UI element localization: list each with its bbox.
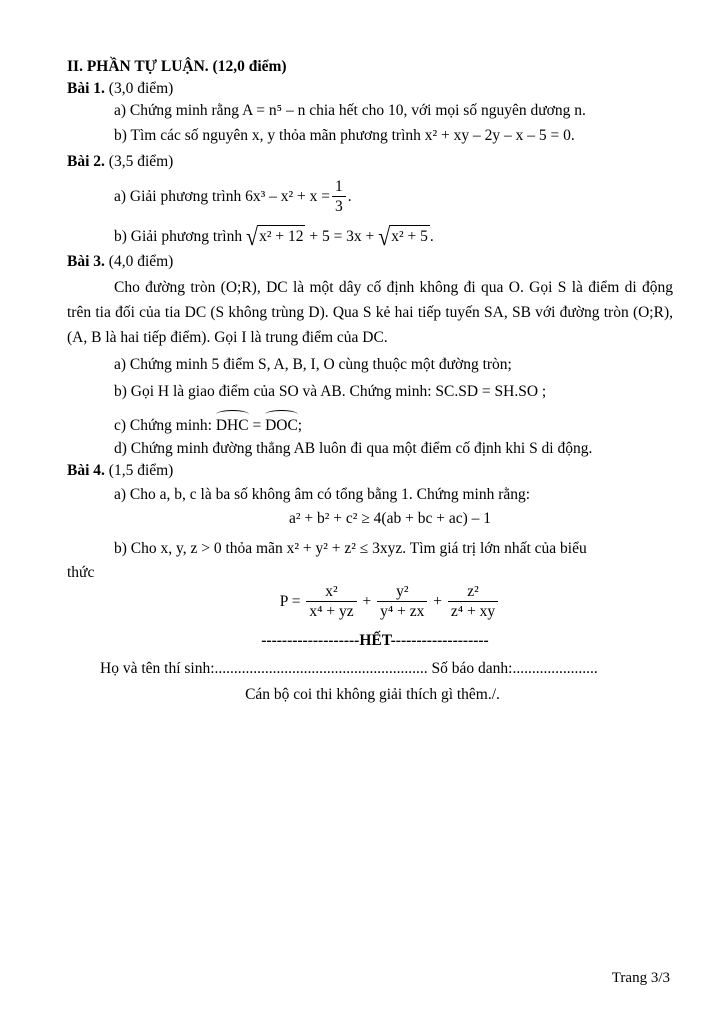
sqrt-2 (378, 222, 430, 252)
page-number: Trang 3/3 (611, 970, 670, 986)
bai3-b: b) Gọi H là giao điểm của SO và AB. Chứng minh: SC.SD = SH.SO ; (114, 383, 547, 400)
bai2-a-fraction (332, 178, 346, 216)
fraction-2-numerator: y² (396, 583, 409, 601)
bai4-p-expression (67, 580, 673, 624)
bai3-header (67, 251, 673, 273)
p-label: P = (279, 593, 301, 610)
end-mark: -------------------HẾT------------------- (261, 632, 489, 649)
bai2-points: (3,5 điểm) (108, 153, 174, 170)
bai3-a: a) Chứng minh 5 điểm S, A, B, I, O cùng thuộc một đường tròn; (114, 356, 512, 373)
sqrt-1 (245, 222, 305, 252)
fraction-3 (448, 583, 498, 621)
radical-sign-icon: √ (378, 222, 391, 252)
radicand-1: x² + 12 (258, 225, 305, 249)
bai4-a: a) Cho a, b, c là ba số không âm có tổng bằng 1. Chứng minh rằng: (114, 486, 531, 503)
bai1-b-equation: x² + xy – 2y – x – 5 = 0. (424, 127, 575, 144)
bai2-b-end: . (429, 228, 434, 245)
fraction-1-numerator: x² (325, 583, 338, 601)
fraction-2-denominator: y⁴ + zx (377, 601, 427, 621)
proctor-note: Cán bộ coi thi không giải thích gì thêm./. (245, 686, 500, 703)
bai4-header (67, 460, 673, 482)
candidate-info-line: Họ và tên thí sinh:....................................................... Số báo danh:...................... (100, 660, 598, 677)
arc-dhc: DHC (216, 410, 249, 438)
bai2-a-equation: 6x³ – x² + x = (245, 188, 331, 205)
bai2-b-middle: + 5 = 3x + (309, 228, 375, 245)
bai3-c-text: c) Chứng minh: (114, 417, 212, 434)
bai1-header (67, 78, 673, 100)
fraction-1-denominator: x⁴ + yz (306, 601, 356, 621)
fraction-numerator: 1 (335, 178, 343, 196)
bai1-points: (3,0 điểm) (108, 80, 174, 97)
bai4-a-inequality: a² + b² + c² ≥ 4(ab + bc + ac) – 1 (288, 510, 491, 527)
fraction-1 (306, 583, 356, 621)
document-body (67, 56, 673, 706)
bai1-b (67, 125, 673, 147)
bai1-b-text: b) Tìm các số nguyên x, y thỏa mãn phương trình (114, 127, 421, 144)
bai3-d: d) Chứng minh đường thẳng AB luôn đi qua một điểm cố định khi S di động. (114, 440, 593, 457)
bai1-label: Bài 1. (67, 80, 105, 97)
fraction-2 (377, 583, 427, 621)
bai4-b: b) Cho x, y, z > 0 thỏa mãn x² + y² + z² ≤ 3xyz. Tìm giá trị lớn nhất của biểu (114, 540, 587, 557)
bai2-label: Bài 2. (67, 153, 105, 170)
bai4-points: (1,5 điểm) (108, 462, 174, 479)
bai2-a: a) Giải phương trình 6x³ – x² + x = $\frac{1}{3}$ . (114, 178, 352, 216)
bai2-b-text: b) Giải phương trình (114, 228, 243, 245)
bai3-label: Bài 3. (67, 253, 105, 270)
fraction-denominator: 3 (332, 196, 346, 216)
radical-sign-icon: √ (245, 222, 259, 252)
bai2-a-text: a) Giải phương trình (114, 188, 242, 205)
bai3-intro: Cho đường tròn (O;R), DC là một dây cố định không đi qua O. Gọi S là điểm di động trên tia đối của tia DC (S không trùng D). Qua S kẻ hai tiếp tuyến SA, SB với đường tròn (O;R), (A, B là hai tiếp điểm). Gọi I là trung điểm của DC. (67, 279, 673, 346)
bai4-label: Bài 4. (67, 462, 105, 479)
bai1-a: a) Chứng minh rằng A = n⁵ – n chia hết cho 10, với mọi số nguyên dương n. (114, 102, 586, 119)
plus-sign: + (362, 593, 372, 610)
bai2-header (67, 151, 673, 173)
radicand-2: x² + 5 (390, 225, 430, 249)
bai2-b (67, 223, 673, 251)
fraction-3-denominator: z⁴ + xy (448, 601, 498, 621)
bai3-points: (4,0 điểm) (108, 253, 174, 270)
bai3-c (67, 410, 673, 438)
bai3-c-equals: = (252, 417, 262, 434)
section-title: II. PHẦN TỰ LUẬN. (12,0 điểm) (67, 58, 287, 75)
arc-doc: DOC (265, 410, 298, 438)
bai3-c-end: ; (297, 417, 303, 434)
bai4-b-cont: thức (67, 564, 95, 581)
fraction-3-numerator: z² (467, 583, 479, 601)
plus-sign: + (433, 593, 443, 610)
